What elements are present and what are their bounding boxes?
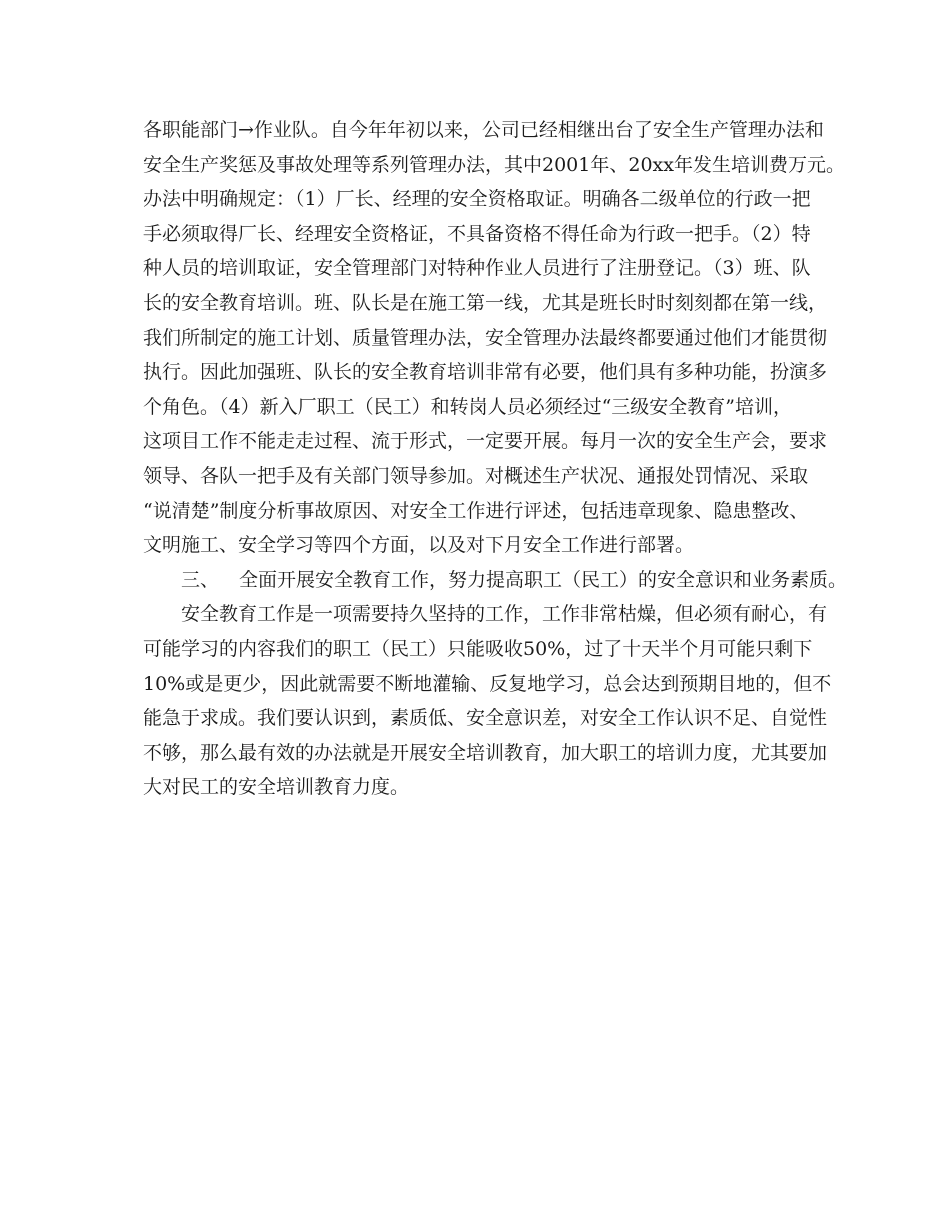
text-line: 办法中明确规定：（1）厂长、经理的安全资格取证。明确各二级单位的行政一把 <box>143 188 811 211</box>
section-number: 三、 <box>181 568 220 591</box>
text-line: 可能学习的内容我们的职工（民工）只能吸收50%，过了十天半个月可能只剩下 <box>143 637 813 660</box>
text-line: 各职能部门→作业队。自今年年初以来，公司已经相继出台了安全生产管理办法和 <box>143 119 824 141</box>
text-line: 手必须取得厂长、经理安全资格证，不具备资格不得任命为行政一把手。（2）特 <box>143 222 811 245</box>
text-line: 10%或是更少，因此就需要不断地灌输、反复地学习，总会达到预期目地的，但不 <box>143 672 832 695</box>
document-body <box>143 113 848 805</box>
text-line: 能急于求成。我们要认识到，素质低、安全意识差，对安全工作认识不足、自觉性 <box>143 707 828 730</box>
text-line: 种人员的培训取证，安全管理部门对特种作业人员进行了注册登记。（3）班、队 <box>143 257 811 280</box>
section-title: 全面开展安全教育工作，努力提高职工（民工）的安全意识和业务素质。 <box>239 568 848 591</box>
text-line: 这项目工作不能走走过程、流于形式，一定要开展。每月一次的安全生产会，要求 <box>143 430 828 453</box>
text-line: 我们所制定的施工计划、质量管理办法，安全管理办法最终都要通过他们才能贯彻 <box>143 326 828 349</box>
section-heading <box>143 563 848 598</box>
text-line: 个角色。（4）新入厂职工（民工）和转岗人员必须经过“三级安全教育”培训， <box>143 395 793 418</box>
text-line: 不够，那么最有效的办法就是开展安全培训教育，加大职工的培训力度，尤其要加 <box>143 741 828 764</box>
text-line: 长的安全教育培训。班、队长是在施工第一线，尤其是班长时时刻刻都在第一线， <box>143 291 828 314</box>
paragraph-safety-management <box>143 113 845 563</box>
text-line: “说清楚”制度分析事故原因、对安全工作进行评述，包括违章现象、隐患整改、 <box>143 499 809 522</box>
text-line: 文明施工、安全学习等四个方面，以及对下月安全工作进行部署。 <box>143 534 695 557</box>
text-line: 执行。因此加强班、队长的安全教育培训非常有必要，他们具有多种功能，扮演多 <box>143 361 828 384</box>
text-line: 领导、各队一把手及有关部门领导参加。对概述生产状况、通报处罚情况、采取 <box>143 464 809 487</box>
paragraph-safety-education <box>143 597 832 805</box>
text-line: 安全生产奖惩及事故处理等系列管理办法，其中2001年、20xx年发生培训费万元。 <box>143 153 845 176</box>
text-line: 安全教育工作是一项需要持久坚持的工作，工作非常枯燥，但必须有耐心，有 <box>181 603 828 626</box>
text-line: 大对民工的安全培训教育力度。 <box>143 776 410 799</box>
